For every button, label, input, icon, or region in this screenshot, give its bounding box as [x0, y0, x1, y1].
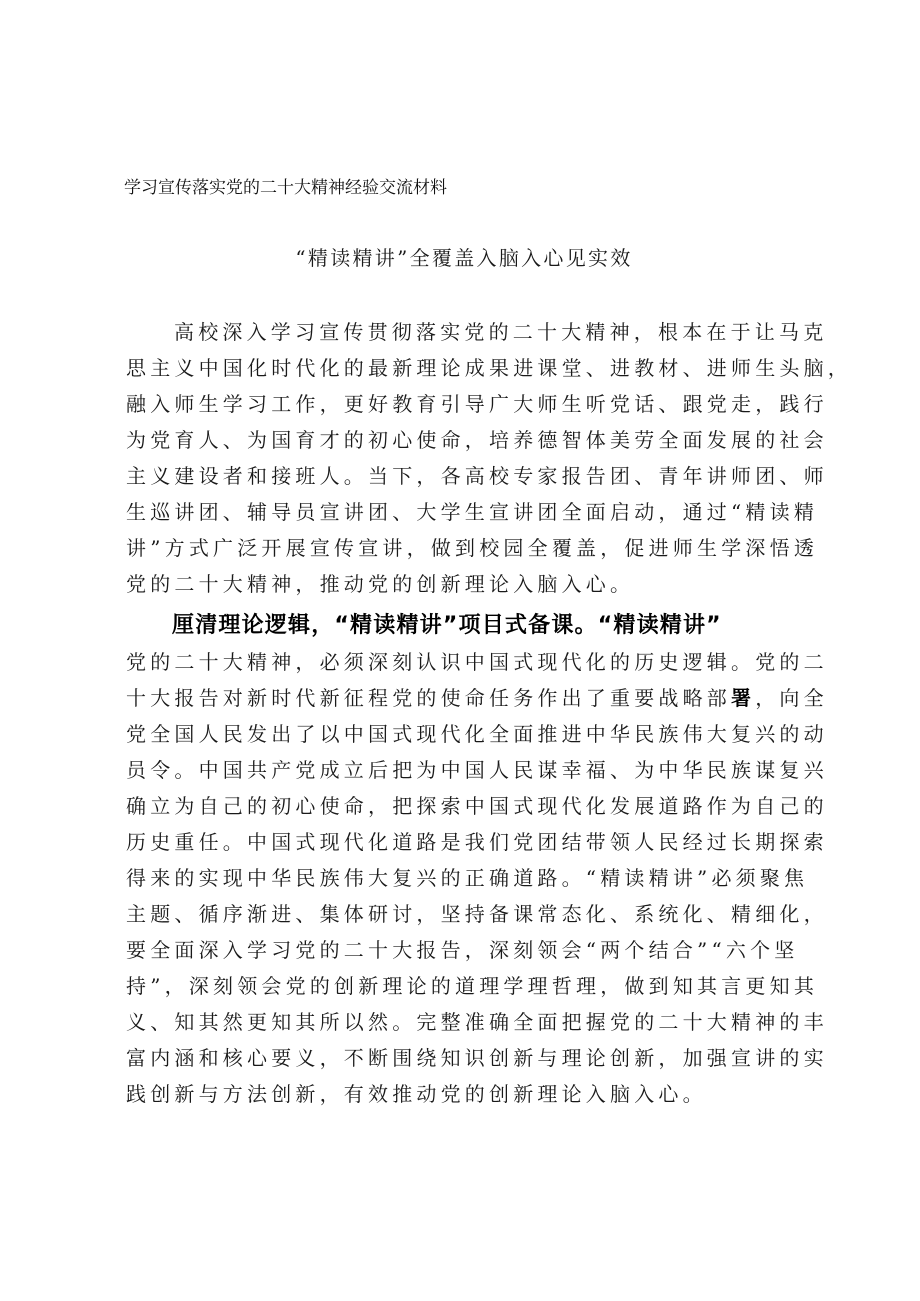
document-subtitle: “精读精讲”全覆盖入脑入心见实效: [295, 246, 633, 270]
paragraph-line: 得来的实现中华民族伟大复兴的正确道路。“精读精讲”必须聚焦: [126, 866, 809, 890]
section-heading: 厘清理论逻辑，“精读精讲”项目式备课。“精读精讲”: [172, 613, 722, 638]
paragraph-line: 党的二十大精神，推动党的创新理论入脑入心。: [126, 572, 635, 596]
paragraph-line: 富内涵和核心要义，不断围绕知识创新与理论创新，加强宣讲的实: [126, 1046, 828, 1070]
paragraph-line: 思主义中国化时代化的最新理论成果进课堂、进教材、进师生头脑，: [126, 356, 852, 380]
paragraph-line: 要全面深入学习党的二十大报告，深刻领会“两个结合”“六个坚: [126, 938, 799, 962]
paragraph-2: [126, 606, 828, 1112]
paragraph-line: 主义建设者和接班人。当下，各高校专家报告团、青年讲师团、师: [126, 464, 828, 488]
line-text: 高校深入学习宣传贯彻落实党的二十大精神，根本在于让马克: [174, 320, 828, 344]
line-text-tail: ，向全: [755, 686, 828, 710]
paragraph-line: 确立为自己的初心使命，把探索中国式现代化发展道路作为自己的: [126, 794, 828, 818]
paragraph-line: 主题、循序渐进、集体研讨，坚持备课常态化、系统化、精细化，: [126, 902, 828, 926]
line-text: 十大报告对新时代新征程党的使命任务作出了重要战略部: [126, 686, 731, 710]
paragraph-line: [126, 680, 828, 716]
section-heading-line: [126, 606, 808, 644]
paragraph-line: 义、知其然更知其所以然。完整准确全面把握党的二十大精神的丰: [126, 1010, 828, 1034]
paragraph-line: 党全国人民发出了以中国式现代化全面推进中华民族伟大复兴的动: [126, 722, 828, 746]
paragraph-line: 讲”方式广泛开展宣传宣讲，做到校园全覆盖，促进师生学深悟透: [126, 536, 819, 560]
paragraph-line: 践创新与方法创新，有效推动党的创新理论入脑入心。: [126, 1082, 707, 1106]
paragraph-line: 员令。中国共产党成立后把为中国人民谋幸福、为中华民族谋复兴: [126, 758, 828, 782]
paragraph-line: 持”，深刻领会党的创新理论的道理学理哲理，做到知其言更知其: [126, 974, 819, 998]
paragraph-line: [126, 314, 828, 350]
paragraph-line: 融入师生学习工作，更好教育引导广大师生听党话、跟党走，践行: [126, 392, 828, 416]
paragraph-line: 为党育人、为国育才的初心使命，培养德智体美劳全面发展的社会: [126, 428, 828, 452]
paragraph-1: [126, 314, 852, 602]
document-label: 学习宣传落实党的二十大精神经验交流材料: [124, 178, 447, 198]
paragraph-line: 党的二十大精神，必须深刻认识中国式现代化的历史逻辑。党的二: [126, 650, 828, 674]
paragraph-line: 历史重任。中国式现代化道路是我们党团结带领人民经过长期探索: [126, 830, 828, 854]
bold-character: 署: [731, 686, 756, 710]
paragraph-line: 生巡讲团、辅导员宣讲团、大学生宣讲团全面启动，通过“精读精: [126, 500, 819, 524]
